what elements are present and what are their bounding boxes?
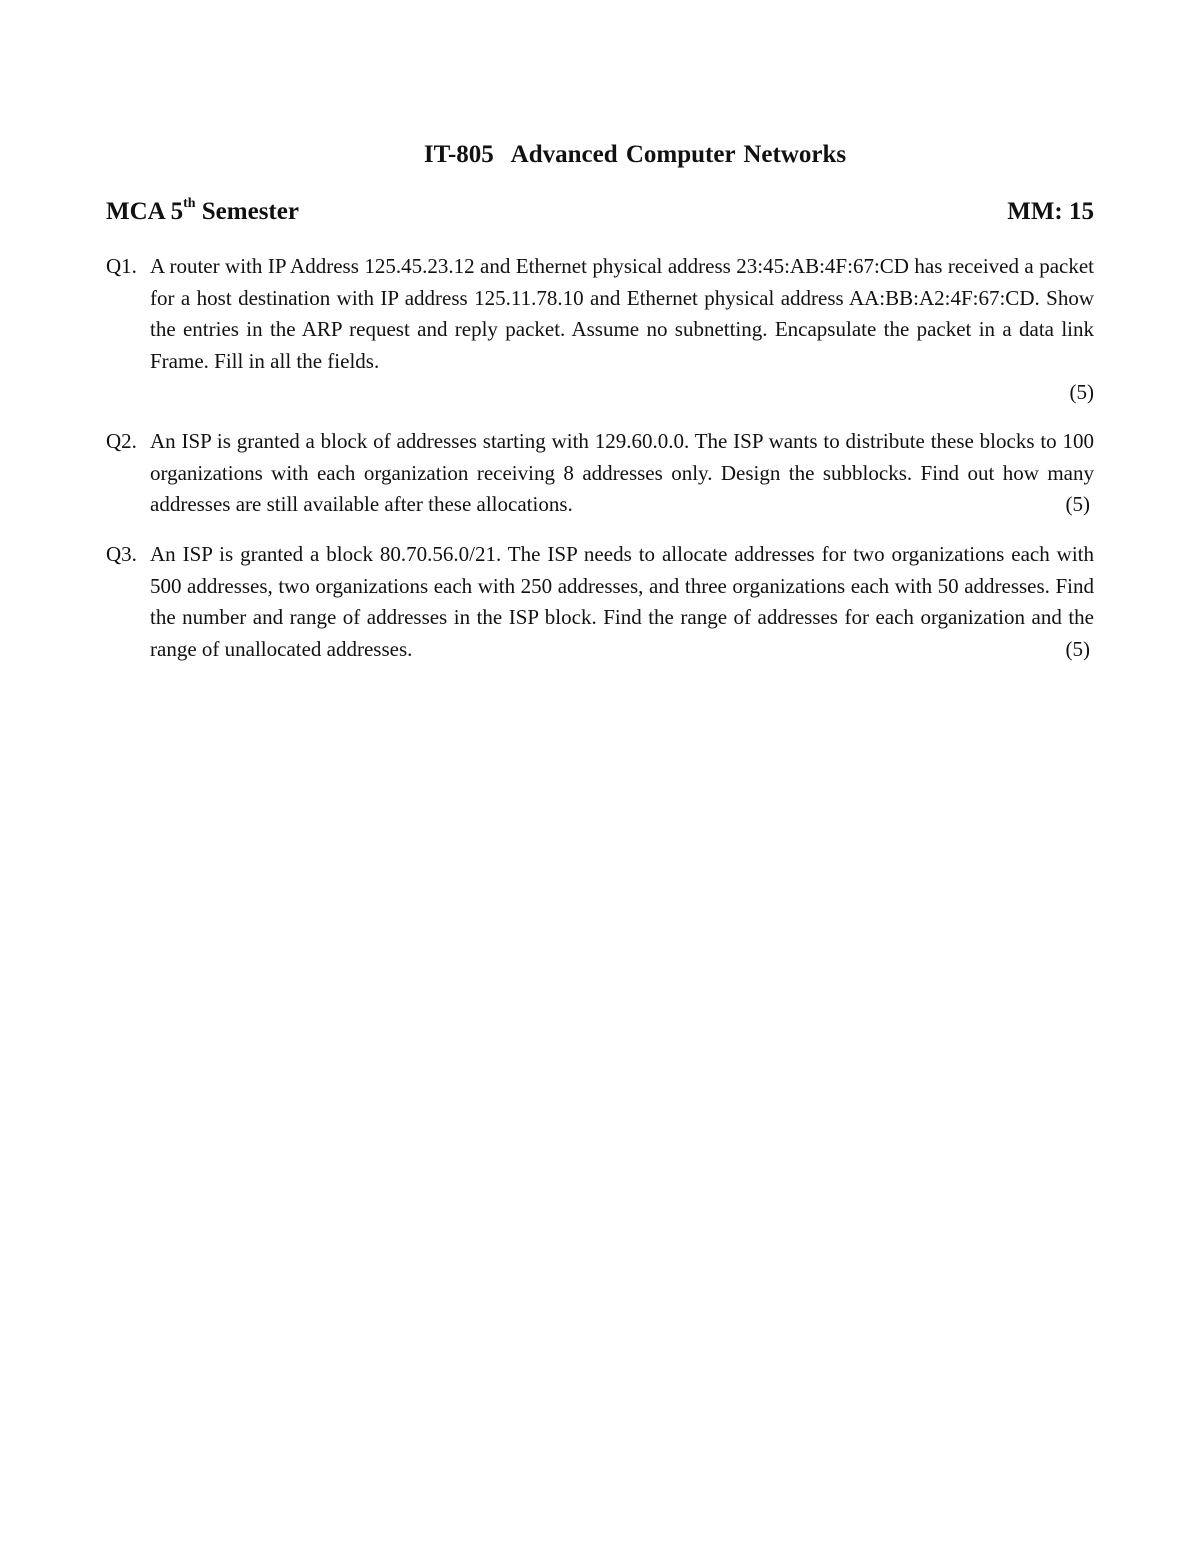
semester-suffix: Semester <box>195 198 299 225</box>
semester-ordinal: th <box>183 196 196 211</box>
course-code: IT-805 <box>423 141 494 168</box>
question-body <box>150 539 1094 665</box>
question-3 <box>106 539 1094 665</box>
question-text: An ISP is granted a block 80.70.56.0/21. The ISP needs to allocate addresses for two organizations each with 500 addresses, two organizations each with 250 addresses, and three organizations each with 50 addresses. Find the number and range of addresses in the ISP block. Find the range of addresses for each organization and the range of unallocated addresses. <box>150 542 1094 661</box>
question-number: Q2. <box>106 429 137 453</box>
question-marks: (5) <box>1065 636 1090 661</box>
question-number: Q1. <box>106 254 137 278</box>
question-1 <box>106 251 1094 409</box>
question-body <box>150 426 1094 521</box>
question-marks: (5) <box>1065 492 1090 516</box>
question-marks: (5) <box>1069 380 1094 404</box>
question-text: A router with IP Address 125.45.23.12 and Ethernet physical address 23:45:AB:4F:67:CD has received a packet for a host destination with IP address 125.11.78.10 and Ethernet physical address AA:BB:A2:4F:67:CD. Show the entries in the ARP request and reply packet. Assume no subnetting. Encapsulate the packet in a data link Frame. Fill in all the fields. <box>150 254 1094 373</box>
semester-label <box>106 198 299 226</box>
semester-prefix: MCA 5 <box>106 198 184 225</box>
question-2 <box>106 426 1094 521</box>
page-title <box>0 141 1200 169</box>
max-marks: MM: 15 <box>1007 198 1094 225</box>
question-number: Q3. <box>106 542 137 566</box>
question-text: An ISP is granted a block of addresses starting with 129.60.0.0. The ISP wants to distribute these blocks to 100 organizations with each organization receiving 8 addresses only. Design the subblocks. Find out how many addresses are still available after these allocations. <box>150 429 1094 516</box>
course-title: Advanced Computer Networks <box>510 141 847 168</box>
